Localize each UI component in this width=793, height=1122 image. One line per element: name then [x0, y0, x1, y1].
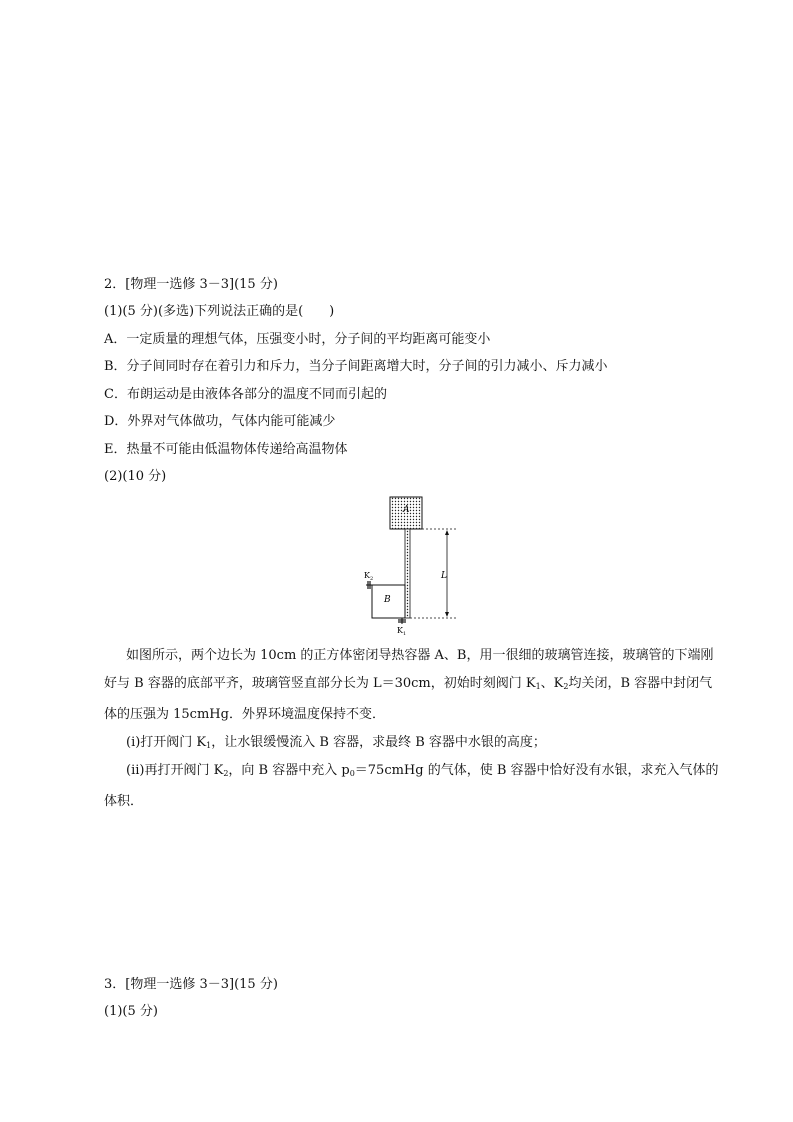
sub-question-ii: (ⅱ)再打开阀门 $K_2$，向 B 容器中充入 $p_0=75cmHg$ 的气体，使 B 容器中恰好没有水银，求充入气体的体积． [104, 763, 719, 809]
option-b: B．分子间同时存在着引力和斥力，当分子间距离增大时，分子间的引力减小、斥力减小 [104, 359, 608, 374]
valve-k1-label: $K_1$ [397, 626, 407, 637]
question-2-part1-label: (1)(5 分)(多选)下列说法正确的是( ) [104, 304, 335, 319]
question-3-heading: 3．[物理一选修 3－3](15 分) [104, 977, 278, 992]
question-2-part2-label: (2)(10 分) [104, 469, 167, 484]
question-2-stem: 如图所示，两个边长为 10cm 的正方体密闭导热容器 A、B，用一很细的玻璃管连接，玻璃管的下端刚好与 B 容器的底部平齐，玻璃管竖直部分长为 L＝30cm，初始时刻阀门 $K_1$、$K_2$均关闭，B 容器中封闭气体的压强为 15cmHg．外界环境温度保持不变． [104, 648, 714, 722]
question-2-heading: 2．[物理一选修 3－3](15 分) [104, 277, 278, 292]
option-c: C．布朗运动是由液体各部分的温度不同而引起的 [104, 387, 387, 402]
option-d: D．外界对气体做功，气体内能可能减少 [104, 414, 336, 429]
valve-k2-label: $K_2$ [364, 571, 374, 582]
dimension-label-l: L [441, 571, 447, 581]
glass-tube [405, 529, 410, 618]
apparatus-figure [355, 494, 475, 642]
option-a: A．一定质量的理想气体，压强变小时，分子间的平均距离可能变小 [104, 332, 491, 347]
container-b-label: B [384, 595, 391, 605]
sub-question-i: (ⅰ)打开阀门 $K_1$，让水银缓慢流入 B 容器，求最终 B 容器中水银的高度； [126, 735, 546, 750]
container-a-label: A [403, 505, 410, 515]
option-e: E．热量不可能由低温物体传递给高温物体 [104, 442, 348, 457]
question-3-part1-label: (1)(5 分) [104, 1004, 158, 1019]
